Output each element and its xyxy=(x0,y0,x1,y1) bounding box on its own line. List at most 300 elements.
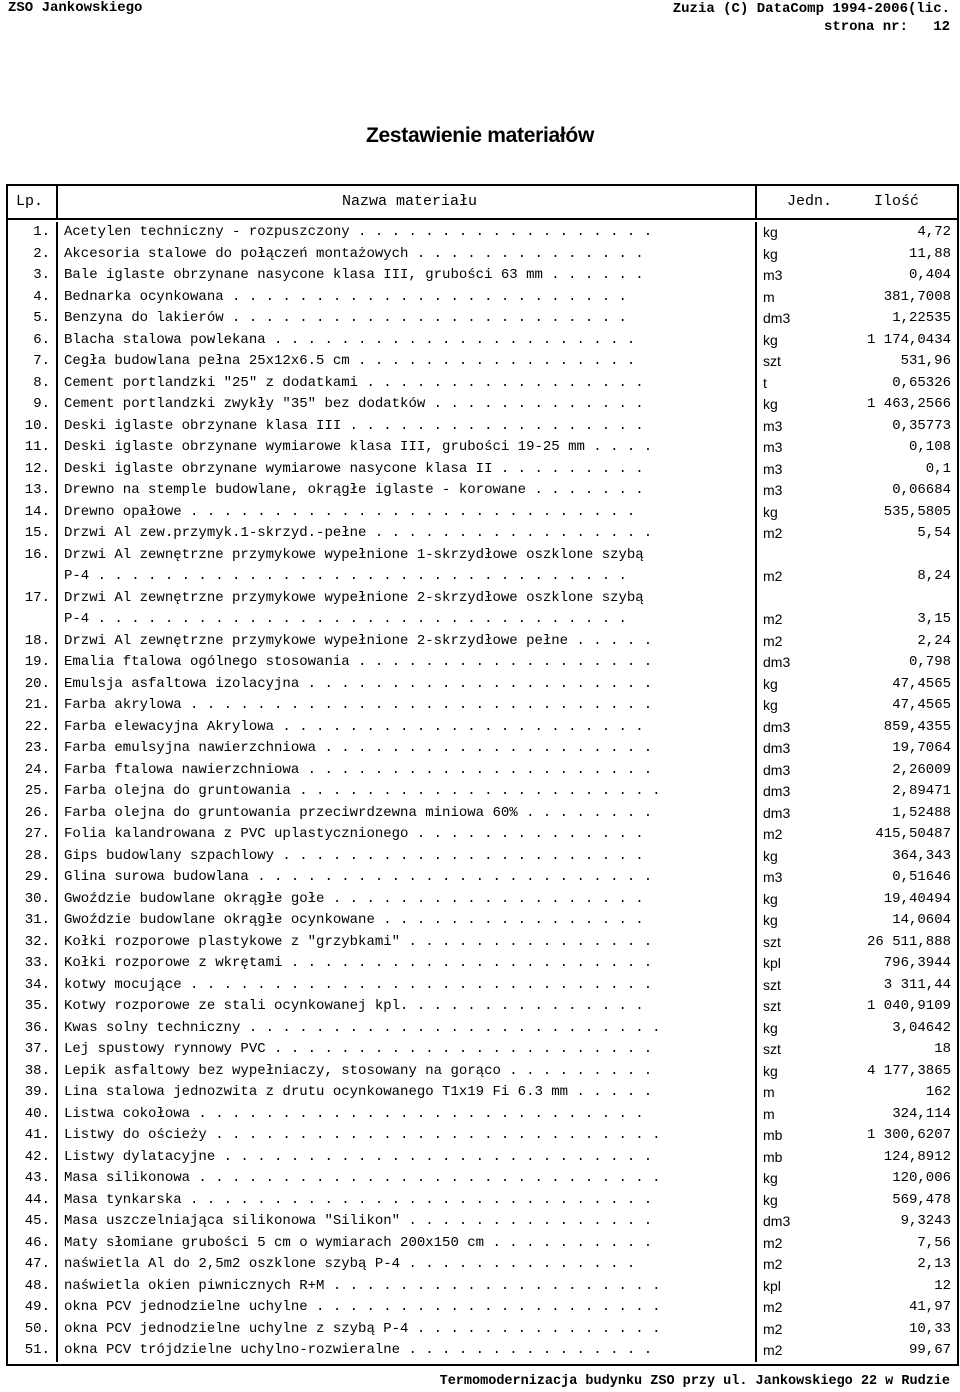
unit-cell: m2 xyxy=(763,525,783,541)
row-number: 25. xyxy=(8,781,58,803)
table-row xyxy=(8,265,957,287)
unit-cell: kg xyxy=(763,245,778,262)
table-row xyxy=(8,588,957,631)
row-number: 46. xyxy=(8,1233,58,1255)
table-row xyxy=(8,459,957,481)
row-number: 1. xyxy=(8,222,58,244)
material-name-line: P-4 . . . . . . . . . . . . . . . . . . . . . . . . . . . . . . . . xyxy=(64,568,627,584)
quantity-cell: 41,97 xyxy=(908,1299,951,1315)
table-row xyxy=(8,867,957,889)
unit-cell: szt xyxy=(763,1041,781,1057)
material-name xyxy=(58,846,757,868)
material-name-line: Deski iglaste obrzynane wymiarowe nasycone klasa II . . . . . . . . . xyxy=(64,460,644,477)
unit-cell: kg xyxy=(763,503,778,520)
material-name-line: Drzwi Al zewnętrzne przymykowe wypełnione 2-skrzydłowe oszklone szybą xyxy=(64,589,644,606)
row-number: 21. xyxy=(8,695,58,717)
col-header-qty: Ilość xyxy=(873,193,919,210)
unit-cell: dm3 xyxy=(763,718,791,735)
table-row xyxy=(8,781,957,803)
table-row xyxy=(8,631,957,653)
material-name-line: Farba emulsyjna nawierzchniowa . . . . . . . . . . . . . . . . . . . . xyxy=(64,740,653,756)
row-number: 3. xyxy=(8,265,58,287)
row-number: 43. xyxy=(8,1168,58,1190)
material-name-line: Farba olejna do gruntowania przeciwrdzewna miniowa 60% . . . . . . . . xyxy=(64,804,653,821)
material-name-line: Benzyna do lakierów . . . . . . . . . . . . . . . . . . . . . . . . xyxy=(64,310,627,326)
row-number: 31. xyxy=(8,910,58,932)
material-name-line: Cement portlandzki "25" z dodatkami . . . . . . . . . . . . . . . . . xyxy=(64,374,644,391)
unit-cell: kg xyxy=(763,1191,778,1208)
table-row xyxy=(8,889,957,911)
table-row xyxy=(8,824,957,846)
table-row xyxy=(8,523,957,545)
row-number: 14. xyxy=(8,502,58,524)
material-name-line: Cement portlandzki zwykły "35" bez dodatków . . . . . . . . . . . . . xyxy=(64,396,644,412)
material-name-line: Bale iglaste obrzynane nasycone klasa III, grubości 63 mm . . . . . . xyxy=(64,267,644,283)
material-name xyxy=(58,394,757,416)
quantity-cell: 2,24 xyxy=(917,632,951,649)
document-title: Zestawienie materiałów xyxy=(366,124,594,147)
col-header-unit: Jedn. xyxy=(786,193,832,210)
row-number: 9. xyxy=(8,394,58,416)
material-name xyxy=(58,588,757,631)
material-name-line: Emulsja asfaltowa izolacyjna . . . . . . . . . . . . . . . . . . . . . xyxy=(64,675,653,692)
row-number: 5. xyxy=(8,308,58,330)
row-number: 26. xyxy=(8,803,58,825)
row-number: 29. xyxy=(8,867,58,889)
table-row xyxy=(8,1319,957,1341)
material-name xyxy=(58,867,757,889)
row-number: 51. xyxy=(8,1340,58,1362)
row-number: 49. xyxy=(8,1297,58,1319)
material-name xyxy=(58,1082,757,1104)
material-name xyxy=(58,351,757,373)
table-row xyxy=(8,1039,957,1061)
table-row xyxy=(8,1082,957,1104)
table-row xyxy=(8,1061,957,1083)
table-row xyxy=(8,287,957,309)
row-number: 16. xyxy=(8,545,58,588)
row-number: 35. xyxy=(8,996,58,1018)
row-number: 33. xyxy=(8,953,58,975)
quantity-cell: 0,51646 xyxy=(892,869,951,885)
quantity-cell: 47,4565 xyxy=(892,697,951,713)
table-row xyxy=(8,1125,957,1147)
quantity-cell: 0,35773 xyxy=(892,417,951,434)
table-row xyxy=(8,1190,957,1212)
row-number: 48. xyxy=(8,1276,58,1298)
unit-cell: kg xyxy=(763,912,778,928)
quantity-cell: 162 xyxy=(925,1084,951,1100)
row-number: 22. xyxy=(8,717,58,739)
material-name-line: Farba olejna do gruntowania . . . . . . . . . . . . . . . . . . . . . . xyxy=(64,783,661,799)
quantity-cell: 0,65326 xyxy=(892,374,951,391)
row-number: 40. xyxy=(8,1104,58,1126)
material-name-line: Farba elewacyjna Akrylowa . . . . . . . . . . . . . . . . . . . . . . xyxy=(64,718,644,735)
table-row xyxy=(8,330,957,352)
unit-cell: szt xyxy=(763,998,781,1014)
material-name xyxy=(58,1147,757,1169)
col-header-name: Nazwa materiału xyxy=(58,186,757,218)
material-name xyxy=(58,437,757,459)
quantity-cell: 1 174,0434 xyxy=(866,331,951,348)
material-name xyxy=(58,330,757,352)
material-name-line: Kołki rozporowe plastykowe z "grzybkami" . . . . . . . . . . . . . . . xyxy=(64,933,653,950)
col-header-lp: Lp. xyxy=(8,186,58,218)
material-name-line: Masa silikonowa . . . . . . . . . . . . . . . . . . . . . . . . . . . . xyxy=(64,1170,661,1186)
material-name xyxy=(58,373,757,395)
row-number: 13. xyxy=(8,480,58,502)
material-name xyxy=(58,953,757,975)
unit-cell: dm3 xyxy=(763,740,791,756)
material-name-line: Gwoździe budowlane okrągłe gołe . . . . . . . . . . . . . . . . . . . xyxy=(64,890,644,907)
material-name xyxy=(58,1276,757,1298)
material-name-line: Maty słomiane grubości 5 cm o wymiarach 200x150 cm . . . . . . . . . . xyxy=(64,1234,653,1251)
table-row xyxy=(8,437,957,459)
unit-cell: m2 xyxy=(763,1234,783,1251)
row-number: 2. xyxy=(8,244,58,266)
material-name-line: Farba akrylowa . . . . . . . . . . . . . . . . . . . . . . . . . . . . xyxy=(64,697,653,713)
material-name-line: Gips budowlany szpachlowy . . . . . . . . . . . . . . . . . . . . . . xyxy=(64,847,644,864)
quantity-cell: 8,24 xyxy=(917,568,951,584)
page-indicator xyxy=(673,18,950,36)
row-number: 38. xyxy=(8,1061,58,1083)
row-number: 7. xyxy=(8,351,58,373)
material-name-line: Listwy do ościeży . . . . . . . . . . . . . . . . . . . . . . . . . . . xyxy=(64,1127,661,1143)
quantity-cell: 1,22535 xyxy=(892,310,951,326)
table-body xyxy=(8,220,957,1364)
quantity-cell: 10,33 xyxy=(908,1320,951,1337)
page-label: strona nr: xyxy=(823,19,908,35)
header-left: ZSO Jankowskiego xyxy=(8,0,143,16)
quantity-cell: 0,1 xyxy=(925,460,951,477)
unit-cell: m2 xyxy=(763,1256,783,1272)
quantity-cell: 14,0604 xyxy=(892,912,951,928)
row-number: 42. xyxy=(8,1147,58,1169)
unit-cell: kg xyxy=(763,697,778,713)
page-number: 12 xyxy=(933,19,950,35)
quantity-cell: 124,8912 xyxy=(883,1148,951,1165)
quantity-cell: 5,54 xyxy=(917,525,951,541)
material-name-line: Acetylen techniczny - rozpuszczony . . . . . . . . . . . . . . . . . . xyxy=(64,224,653,240)
quantity-cell: 2,89471 xyxy=(892,783,951,799)
material-name-line: okna PCV jednodzielne uchylne . . . . . . . . . . . . . . . . . . . . . xyxy=(64,1299,661,1315)
material-name xyxy=(58,1297,757,1319)
quantity-cell: 3,15 xyxy=(917,611,951,627)
material-name xyxy=(58,1125,757,1147)
material-name-line: naświetla okien piwnicznych R+M . . . . . . . . . . . . . . . . . . . . xyxy=(64,1277,661,1294)
row-number: 47. xyxy=(8,1254,58,1276)
unit-cell: kpl xyxy=(763,955,781,971)
unit-cell: m3 xyxy=(763,267,783,283)
material-name-line: Blacha stalowa powlekana . . . . . . . . . . . . . . . . . . . . . . xyxy=(64,331,636,348)
material-name-line: Drzwi Al zewnętrzne przymykowe wypełnione 2-skrzydłowe pełne . . . . . xyxy=(64,632,653,649)
table-row xyxy=(8,1168,957,1190)
unit-cell: dm3 xyxy=(763,761,791,778)
quantity-cell: 0,108 xyxy=(908,439,951,455)
material-name-line: Kotwy rozporowe ze stali ocynkowanej kpl. . . . . . . . . . . . . . . xyxy=(64,998,644,1014)
quantity-cell: 2,26009 xyxy=(892,761,951,778)
material-name-line: okna PCV trójdzielne uchylno-rozwieralne . . . . . . . . . . . . . . . xyxy=(64,1342,653,1358)
material-name-line: Glina surowa budowlana . . . . . . . . . . . . . . . . . . . . . . . . xyxy=(64,869,653,885)
material-name xyxy=(58,996,757,1018)
quantity-cell: 569,478 xyxy=(892,1191,951,1208)
material-name xyxy=(58,631,757,653)
material-name xyxy=(58,717,757,739)
material-name xyxy=(58,1254,757,1276)
material-name-line: Gwoździe budowlane okrągłe ocynkowane . . . . . . . . . . . . . . . . xyxy=(64,912,644,928)
material-name-line: Masa uszczelniająca silikonowa "Silikon" . . . . . . . . . . . . . . . xyxy=(64,1213,653,1229)
unit-cell: m2 xyxy=(763,1342,783,1358)
row-number: 34. xyxy=(8,975,58,997)
table-row xyxy=(8,1276,957,1298)
material-name-line: Lej spustowy rynnowy PVC . . . . . . . . . . . . . . . . . . . . . . . xyxy=(64,1041,653,1057)
material-name xyxy=(58,1039,757,1061)
unit-cell: m2 xyxy=(763,826,783,842)
table-row xyxy=(8,975,957,997)
material-name xyxy=(58,244,757,266)
table-row xyxy=(8,222,957,244)
quantity-cell: 99,67 xyxy=(908,1342,951,1358)
material-name-line: P-4 . . . . . . . . . . . . . . . . . . . . . . . . . . . . . . . . xyxy=(64,611,627,627)
unit-cell: kg xyxy=(763,675,778,692)
unit-cell: kg xyxy=(763,331,778,348)
material-name-line: Deski iglaste obrzynane wymiarowe klasa III, grubości 19-25 mm . . . . xyxy=(64,439,653,455)
material-name xyxy=(58,523,757,545)
quantity-cell: 9,3243 xyxy=(900,1213,951,1229)
quantity-cell: 7,56 xyxy=(917,1234,951,1251)
material-name xyxy=(58,781,757,803)
material-name-line: Drzwi Al zewnętrzne przymykowe wypełnione 1-skrzydłowe oszklone szybą xyxy=(64,546,644,563)
row-number: 39. xyxy=(8,1082,58,1104)
row-number: 12. xyxy=(8,459,58,481)
table-row xyxy=(8,674,957,696)
unit-cell: m2 xyxy=(763,1320,783,1337)
table-row xyxy=(8,738,957,760)
quantity-cell: 324,114 xyxy=(892,1105,951,1122)
table-row xyxy=(8,502,957,524)
table-row xyxy=(8,1254,957,1276)
table-row xyxy=(8,373,957,395)
material-name-line: Lina stalowa jednozwita z drutu ocynkowanego T1x19 Fi 6.3 mm . . . . . xyxy=(64,1084,653,1100)
material-name xyxy=(58,265,757,287)
quantity-cell: 18 xyxy=(934,1041,951,1057)
material-name-line: kotwy mocujące . . . . . . . . . . . . . . . . . . . . . . . . . . . . xyxy=(64,976,653,993)
unit-cell: m xyxy=(763,1105,775,1122)
material-name xyxy=(58,1211,757,1233)
unit-cell: m xyxy=(763,1084,775,1100)
unit-cell: dm3 xyxy=(763,1213,791,1229)
quantity-cell: 12 xyxy=(934,1277,951,1294)
table-row xyxy=(8,760,957,782)
quantity-cell: 0,06684 xyxy=(892,482,951,498)
quantity-cell: 0,404 xyxy=(908,267,951,283)
unit-cell: m2 xyxy=(763,611,783,627)
quantity-cell: 3 311,44 xyxy=(883,976,951,993)
table-row xyxy=(8,1233,957,1255)
quantity-cell: 415,50487 xyxy=(875,826,951,842)
material-name-line: Kołki rozporowe z wkrętami . . . . . . . . . . . . . . . . . . . . . . xyxy=(64,955,653,971)
table-row xyxy=(8,953,957,975)
material-name xyxy=(58,1168,757,1190)
row-number: 36. xyxy=(8,1018,58,1040)
material-name xyxy=(58,674,757,696)
unit-cell: kg xyxy=(763,396,778,412)
row-number: 6. xyxy=(8,330,58,352)
material-name xyxy=(58,1233,757,1255)
unit-cell: mb xyxy=(763,1148,783,1165)
row-number: 28. xyxy=(8,846,58,868)
table-row xyxy=(8,416,957,438)
quantity-cell: 1,52488 xyxy=(892,804,951,821)
table-row xyxy=(8,932,957,954)
material-name xyxy=(58,932,757,954)
quantity-cell: 531,96 xyxy=(900,353,951,369)
material-name-line: Listwa cokołowa . . . . . . . . . . . . . . . . . . . . . . . . . . . xyxy=(64,1105,644,1122)
material-name xyxy=(58,545,757,588)
row-number: 41. xyxy=(8,1125,58,1147)
unit-cell: m2 xyxy=(763,568,783,584)
unit-cell: szt xyxy=(763,933,781,950)
material-name xyxy=(58,459,757,481)
table-header xyxy=(8,186,957,220)
material-name xyxy=(58,803,757,825)
unit-cell: dm3 xyxy=(763,804,791,821)
unit-cell: kg xyxy=(763,224,778,240)
table-row xyxy=(8,308,957,330)
material-name-line: Masa tynkarska . . . . . . . . . . . . . . . . . . . . . . . . . . . . xyxy=(64,1191,653,1208)
row-number: 32. xyxy=(8,932,58,954)
quantity-cell: 1 040,9109 xyxy=(866,998,951,1014)
material-name-line: Lepik asfaltowy bez wypełniaczy, stosowany na gorąco . . . . . . . . . xyxy=(64,1062,653,1079)
table-row xyxy=(8,1018,957,1040)
unit-cell: dm3 xyxy=(763,783,791,799)
table-row xyxy=(8,846,957,868)
header-right xyxy=(673,0,950,36)
quantity-cell: 796,3944 xyxy=(883,955,951,971)
material-name xyxy=(58,760,757,782)
unit-cell: m2 xyxy=(763,1299,783,1315)
unit-cell: kg xyxy=(763,1019,778,1036)
table-row xyxy=(8,996,957,1018)
row-number: 18. xyxy=(8,631,58,653)
material-name xyxy=(58,1319,757,1341)
unit-cell: m2 xyxy=(763,632,783,649)
quantity-cell: 47,4565 xyxy=(892,675,951,692)
material-name xyxy=(58,975,757,997)
material-name-line: Cegła budowlana pełna 25x12x6.5 cm . . . . . . . . . . . . . . . . . xyxy=(64,353,636,369)
unit-cell: m xyxy=(763,288,775,305)
material-name xyxy=(58,1018,757,1040)
quantity-cell: 19,7064 xyxy=(892,740,951,756)
material-name xyxy=(58,889,757,911)
quantity-cell: 4 177,3865 xyxy=(866,1062,951,1079)
table-row xyxy=(8,351,957,373)
material-name xyxy=(58,287,757,309)
table-row xyxy=(8,652,957,674)
table-row xyxy=(8,803,957,825)
row-number: 20. xyxy=(8,674,58,696)
unit-cell: m3 xyxy=(763,869,783,885)
copyright-line: Zuzia (C) DataComp 1994-2006(lic. xyxy=(672,1,950,17)
row-number: 15. xyxy=(8,523,58,545)
table-row xyxy=(8,1104,957,1126)
unit-cell: szt xyxy=(763,353,781,369)
material-name-line: Drzwi Al zew.przymyk.1-skrzyd.-pełne . . . . . . . . . . . . . . . . . xyxy=(64,525,653,541)
unit-cell: mb xyxy=(763,1127,783,1143)
unit-cell: kg xyxy=(763,890,778,907)
row-number: 8. xyxy=(8,373,58,395)
row-number: 11. xyxy=(8,437,58,459)
quantity-cell: 2,13 xyxy=(917,1256,951,1272)
material-name-line: Drewno na stemple budowlane, okrągłe iglaste - korowane . . . . . . . xyxy=(64,482,644,498)
unit-cell: szt xyxy=(763,976,781,993)
material-name xyxy=(58,416,757,438)
row-number: 23. xyxy=(8,738,58,760)
table-row xyxy=(8,545,957,588)
material-name xyxy=(58,1190,757,1212)
quantity-cell: 3,04642 xyxy=(892,1019,951,1036)
material-name xyxy=(58,652,757,674)
material-name-line: Deski iglaste obrzynane klasa III . . . . . . . . . . . . . . . . . . xyxy=(64,417,644,434)
unit-cell: kpl xyxy=(763,1277,781,1294)
quantity-cell: 0,798 xyxy=(908,654,951,670)
material-name-line: Listwy dylatacyjne . . . . . . . . . . . . . . . . . . . . . . . . . . xyxy=(64,1148,653,1165)
unit-cell: m3 xyxy=(763,439,783,455)
table-row xyxy=(8,1211,957,1233)
table-row xyxy=(8,910,957,932)
table-row xyxy=(8,394,957,416)
quantity-cell: 19,40494 xyxy=(883,890,951,907)
material-name-line: Kwas solny techniczny . . . . . . . . . . . . . . . . . . . . . . . . . xyxy=(64,1019,661,1036)
row-number: 37. xyxy=(8,1039,58,1061)
quantity-cell: 1 463,2566 xyxy=(866,396,951,412)
material-name xyxy=(58,1061,757,1083)
table-row xyxy=(8,717,957,739)
row-number: 10. xyxy=(8,416,58,438)
unit-cell: kg xyxy=(763,1170,778,1186)
table-row xyxy=(8,480,957,502)
material-name-line: Drewno opałowe . . . . . . . . . . . . . . . . . . . . . . . . . . . xyxy=(64,503,636,520)
material-name-line: Bednarka ocynkowana . . . . . . . . . . . . . . . . . . . . . . . . xyxy=(64,288,627,305)
material-name xyxy=(58,695,757,717)
row-number: 50. xyxy=(8,1319,58,1341)
materials-table xyxy=(6,184,959,1366)
material-name-line: Folia kalandrowana z PVC uplastycznionego . . . . . . . . . . . . . . xyxy=(64,826,644,842)
material-name-line: okna PCV jednodzielne uchylne z szybą P-4 . . . . . . . . . . . . . . . xyxy=(64,1320,661,1337)
unit-cell: dm3 xyxy=(763,310,791,326)
quantity-cell: 4,72 xyxy=(917,224,951,240)
material-name xyxy=(58,1340,757,1362)
document-footer: Termomodernizacja budynku ZSO przy ul. Jankowskiego 22 w Rudzie xyxy=(439,1374,950,1389)
table-row xyxy=(8,244,957,266)
row-number: 44. xyxy=(8,1190,58,1212)
unit-cell: dm3 xyxy=(763,654,791,670)
material-name xyxy=(58,480,757,502)
quantity-cell: 26 511,888 xyxy=(866,933,951,950)
material-name-line: Farba ftalowa nawierzchniowa . . . . . . . . . . . . . . . . . . . . . xyxy=(64,761,653,778)
row-number: 27. xyxy=(8,824,58,846)
quantity-cell: 120,006 xyxy=(892,1170,951,1186)
quantity-cell: 11,88 xyxy=(908,245,951,262)
material-name-line: Akcesoria stalowe do połączeń montażowych . . . . . . . . . . . . . . xyxy=(64,245,644,262)
row-number: 30. xyxy=(8,889,58,911)
material-name xyxy=(58,308,757,330)
quantity-cell: 535,5805 xyxy=(883,503,951,520)
material-name xyxy=(58,502,757,524)
material-name-line: naświetla Al do 2,5m2 oszklone szybą P-4 . . . . . . . . . . . . . . xyxy=(64,1256,636,1272)
table-row xyxy=(8,1340,957,1362)
material-name-line: Emalia ftalowa ogólnego stosowania . . . . . . . . . . . . . . . . . . xyxy=(64,654,653,670)
